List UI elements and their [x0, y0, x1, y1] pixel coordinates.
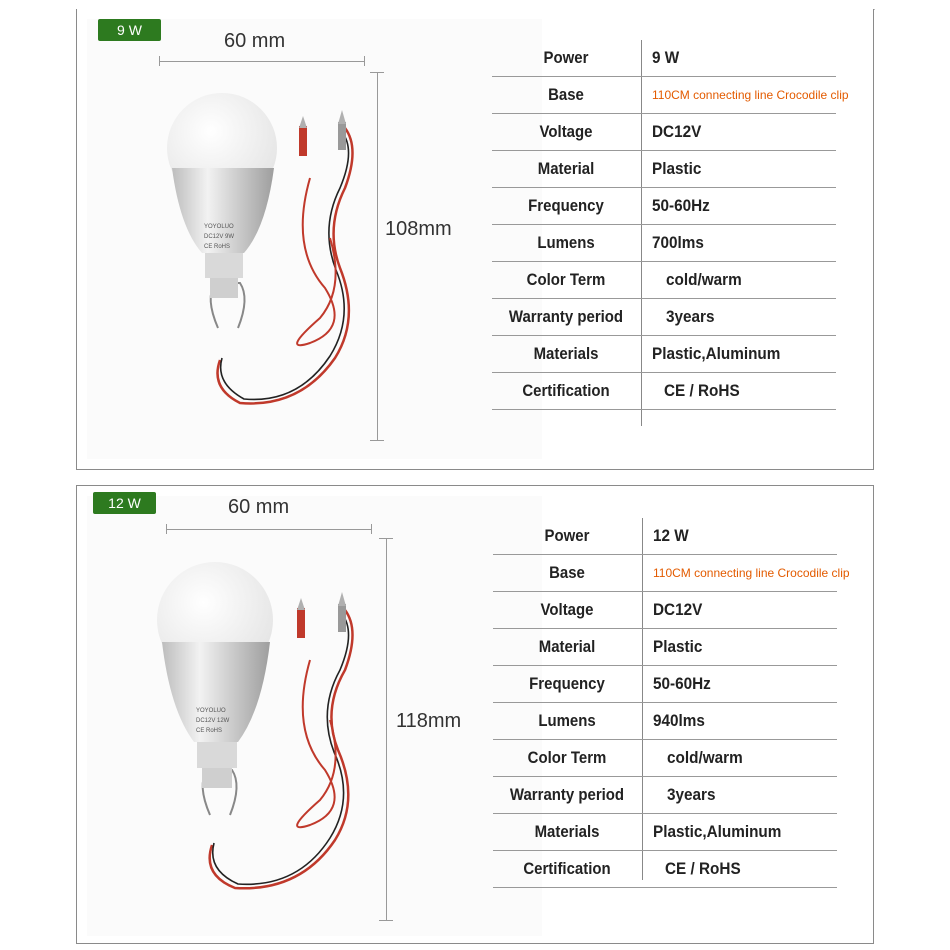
spec-row-color-term — [492, 262, 836, 299]
spec-value: 3years — [666, 307, 715, 326]
spec-row-voltage — [493, 592, 837, 629]
spec-row-materials — [493, 814, 837, 851]
width-dimension-line — [166, 529, 372, 530]
width-tick-left — [159, 56, 160, 66]
spec-label: Color Term — [526, 270, 606, 289]
spec-label: Certification — [523, 859, 611, 878]
width-dimension-label: 60 mm — [224, 30, 286, 52]
spec-row-certification — [493, 851, 837, 888]
spec-row-lumens — [492, 225, 836, 262]
spec-value: 50-60Hz — [653, 674, 711, 693]
spec-value: DC12V — [652, 122, 702, 141]
spec-label: Warranty period — [509, 785, 625, 804]
spec-label: Materials — [533, 344, 599, 363]
spec-label: Frequency — [528, 196, 604, 215]
spec-value: 3years — [667, 785, 716, 804]
height-dimension-label: 118mm — [396, 710, 462, 732]
spec-label: Color Term — [527, 748, 607, 767]
spec-value: cold/warm — [667, 748, 743, 767]
spec-label: Voltage — [540, 600, 594, 619]
bulb-label-cert: CE RoHS — [204, 244, 231, 250]
spec-row-warranty — [493, 777, 837, 814]
height-tick-bottom — [370, 440, 384, 441]
spec-value: Plastic,Aluminum — [652, 344, 781, 363]
wattage-badge: 12 W — [93, 492, 156, 514]
spec-row-voltage — [492, 114, 836, 151]
spec-row-power — [493, 518, 837, 555]
spec-row-frequency — [493, 666, 837, 703]
width-tick-right — [364, 56, 365, 66]
spec-value: CE / RoHS — [665, 859, 741, 878]
spec-value: CE / RoHS — [664, 381, 740, 400]
bulb-photo — [160, 88, 370, 413]
spec-label: Base — [549, 563, 585, 582]
spec-row-frequency — [492, 188, 836, 225]
spec-value: DC12V — [653, 600, 703, 619]
spec-label: Lumens — [538, 711, 596, 730]
spec-value: 50-60Hz — [652, 196, 710, 215]
spec-label: Power — [543, 48, 589, 67]
height-dimension-label: 108mm — [385, 218, 452, 240]
spec-label: Materials — [534, 822, 600, 841]
spec-value: 700lms — [652, 233, 704, 252]
bulb-photo — [150, 560, 370, 900]
spec-row-materials — [492, 336, 836, 373]
height-dimension-line — [377, 72, 378, 441]
spec-label: Material — [537, 159, 595, 178]
spec-label: Warranty period — [508, 307, 624, 326]
wattage-badge: 9 W — [98, 19, 161, 41]
spec-label: Material — [538, 637, 596, 656]
spec-value: 12 W — [653, 526, 689, 545]
width-tick-left — [166, 524, 167, 534]
width-dimension-line — [159, 61, 365, 62]
height-tick-top — [379, 538, 393, 539]
spec-row-color-term — [493, 740, 837, 777]
spec-row-material — [492, 151, 836, 188]
spec-value: Plastic,Aluminum — [653, 822, 782, 841]
spec-label: Certification — [522, 381, 610, 400]
spec-value: 110CM connecting line Crocodile clip — [652, 88, 849, 102]
height-dimension-line — [386, 538, 387, 921]
spec-value: 110CM connecting line Crocodile clip — [653, 566, 850, 580]
bulb-label-spec: DC12V 12W — [196, 718, 230, 724]
spec-value: Plastic — [652, 159, 702, 178]
spec-label: Lumens — [537, 233, 595, 252]
spec-label: Voltage — [539, 122, 593, 141]
height-tick-bottom — [379, 920, 393, 921]
bulb-label-cert: CE RoHS — [196, 728, 223, 734]
spec-value: 9 W — [652, 48, 680, 67]
spec-value: Plastic — [653, 637, 703, 656]
spec-row-lumens — [493, 703, 837, 740]
bulb-label-brand: YOYOLUO — [196, 708, 226, 714]
bulb-label-spec: DC12V 9W — [204, 234, 235, 240]
spec-row-base — [493, 555, 850, 592]
spec-row-warranty — [492, 299, 836, 336]
spec-value: cold/warm — [666, 270, 742, 289]
spec-label: Frequency — [529, 674, 605, 693]
width-dimension-label: 60 mm — [228, 496, 290, 518]
spec-row-certification — [492, 373, 836, 410]
spec-row-power — [492, 40, 836, 77]
spec-label: Base — [548, 85, 584, 104]
width-tick-right — [371, 524, 372, 534]
spec-value: 940lms — [653, 711, 705, 730]
height-tick-top — [370, 72, 384, 73]
spec-label: Power — [544, 526, 590, 545]
spec-row-material — [493, 629, 837, 666]
spec-row-base — [492, 77, 849, 114]
bulb-label-brand: YOYOLUO — [204, 224, 234, 230]
